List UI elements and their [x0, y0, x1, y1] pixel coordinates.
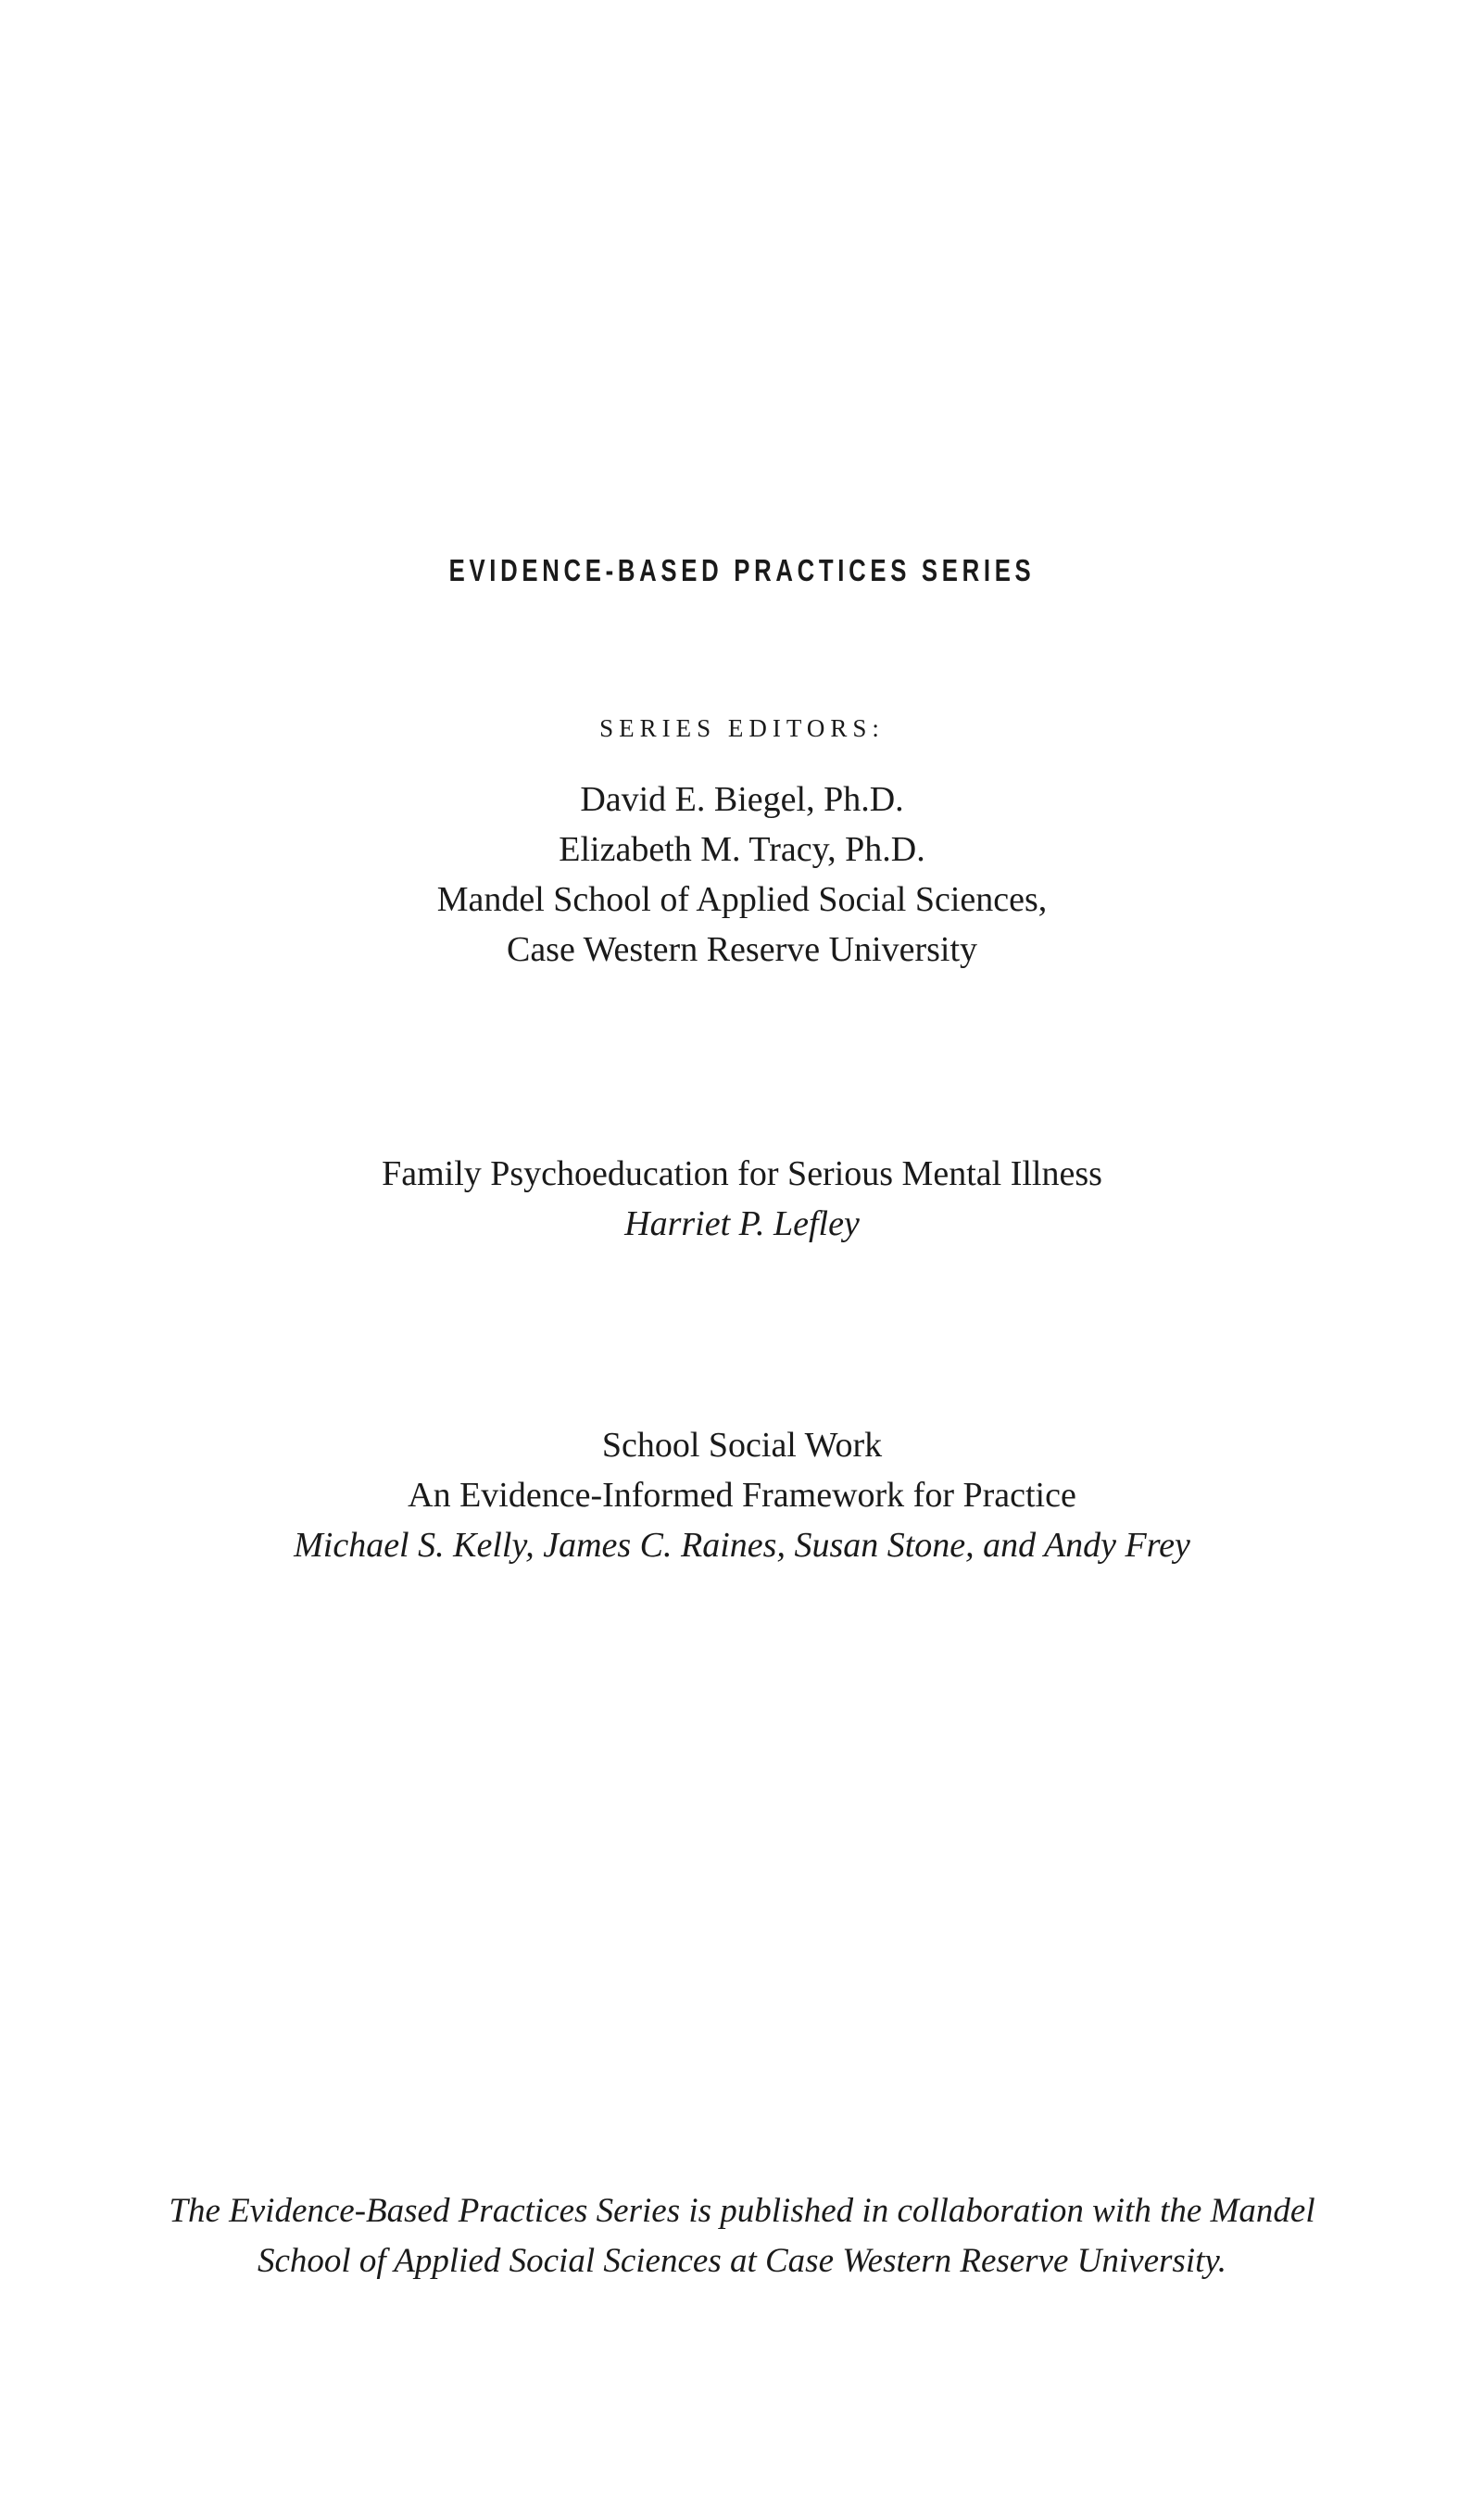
- editor-name: David E. Biegel, Ph.D.: [580, 780, 904, 819]
- footnote-line: School of Applied Social Sciences at Case Western Reserve University.: [257, 2242, 1227, 2280]
- book-entry: [0, 1149, 1484, 1249]
- footnote-line: The Evidence-Based Practices Series is published in collaboration with the Mandel: [169, 2192, 1315, 2230]
- editor-affiliation: Mandel School of Applied Social Sciences,: [436, 880, 1048, 919]
- book-title: School Social Work: [601, 1426, 883, 1465]
- editor-affiliation: Case Western Reserve University: [506, 930, 978, 969]
- book-authors: Harriet P. Lefley: [624, 1204, 860, 1243]
- series-footnote: [0, 2186, 1484, 2286]
- book-title: Family Psychoeducation for Serious Mental Illness: [382, 1154, 1102, 1193]
- editor-name: Elizabeth M. Tracy, Ph.D.: [559, 830, 925, 869]
- series-editors-label: SERIES EDITORS:: [599, 714, 885, 742]
- book-entry: [0, 1420, 1484, 1570]
- book-subtitle: An Evidence-Informed Framework for Practice: [408, 1476, 1076, 1515]
- book-authors: Michael S. Kelly, James C. Raines, Susan Stone, and Andy Frey: [294, 1526, 1190, 1565]
- series-title: EVIDENCE-BASED PRACTICES SERIES: [448, 553, 1036, 587]
- series-editors-list: [0, 774, 1484, 975]
